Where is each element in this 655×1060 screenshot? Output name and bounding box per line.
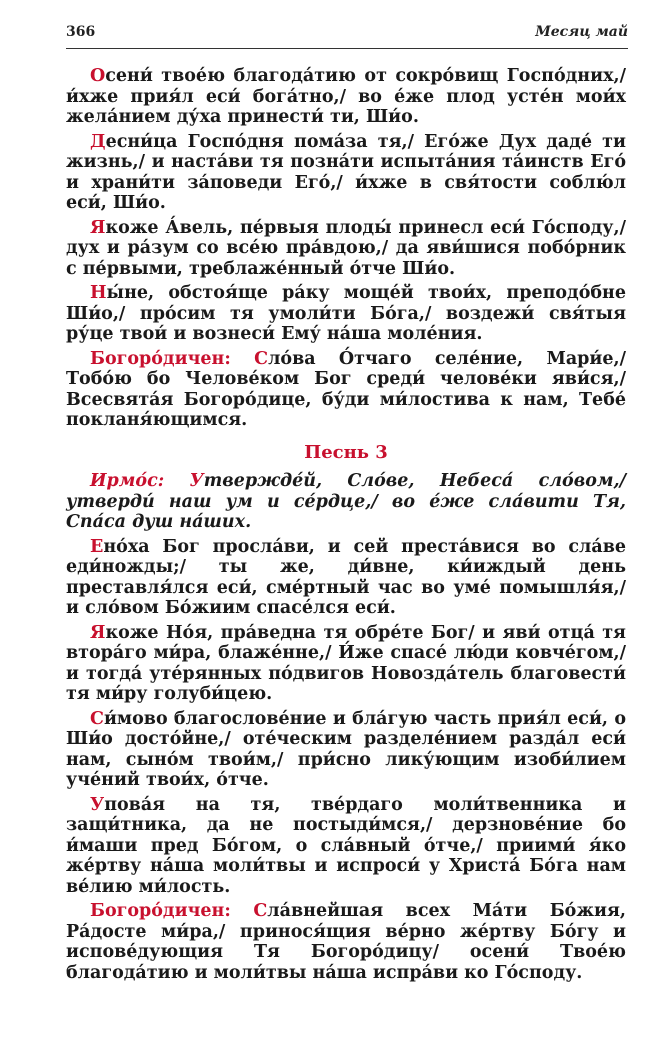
troparion-3 xyxy=(66,218,626,280)
troparion-2 xyxy=(66,132,626,214)
initial-letter: С xyxy=(253,901,268,921)
troparion-5 xyxy=(66,537,626,619)
theotokion-label: Богоро́дичен: xyxy=(90,348,231,369)
initial-letter: С xyxy=(90,708,104,729)
troparion-text: пова́я на тя, тве́рдаго моли́твенника и защи́тника, да не постыди́мся,/ дерзнове́ние бо и́маши пред Бо́гом, о сла́вный о́тче,/ приими́ я́ко же́ртву на́ша моли́твы и испроси́ у Христа́ Бо́га нам ве́лию ми́лость. xyxy=(66,794,626,897)
initial-letter: О xyxy=(90,66,106,86)
page-header xyxy=(66,22,628,44)
theotokion-1 xyxy=(66,349,626,431)
troparion-text: коже А́вель, пе́рвыя плоды́ принесл еси́ Го́споду,/ дух и ра́зум со все́ю пра́вдою,/ да яви́шися побо́рник с пе́рвыми, треблаже́нный о́тче Ши́о. xyxy=(66,217,626,279)
troparion-text: есни́ца Госпо́дня пома́за тя,/ Его́же Дух даде́ ти жизнь,/ и наста́ви тя позна́ти испыта́ния та́инств Его́ и храни́ти за́поведи Его́,/ и́хже в свя́тости соблю́л еси́, Ши́о. xyxy=(66,131,626,213)
initial-letter: Я xyxy=(90,217,106,238)
initial-letter: Н xyxy=(90,283,107,303)
ode-title: Песнь 3 xyxy=(304,441,388,463)
troparion-8 xyxy=(66,795,626,898)
troparion-1 xyxy=(66,66,626,128)
page-body xyxy=(66,66,626,987)
header-rule xyxy=(66,48,628,49)
troparion-text: сени́ твое́ю благода́тию от сокро́вищ Госпо́дних,/ и́хже прия́л еси́ бога́тно,/ во е́же плод усте́н мои́х жела́нием ду́ха принести́ ти, Ши́о. xyxy=(66,66,626,127)
running-head: Месяц май xyxy=(535,24,628,40)
troparion-text: и́мово благослове́ние и бла́гую часть прия́л еси́, о Ши́о досто́йне,/ оте́ческим разделе́нием разда́л еси́ нам, сыно́м твои́м,/ при́сно лику́ющим изоби́лием уче́ний твои́х, о́тче. xyxy=(66,708,626,790)
irmos-text: твержде́й, Сло́ве, Небеса́ сло́вом,/ утверди́ наш ум и се́рдце,/ во е́же сла́вити Тя, Спа́са душ на́ших. xyxy=(66,471,626,532)
theotokion-text: ла́внейшая всех Ма́ти Бо́жия, Ра́досте ми́ра,/ принося́щия ве́рно же́ртву Бо́гу и испове́дующия Тя Богоро́дицу/ осени́ Твое́ю благода́тию и моли́твы на́ша испра́ви ко Го́споду. xyxy=(66,901,627,983)
initial-letter: Е xyxy=(90,536,104,557)
initial-letter: У xyxy=(90,794,105,815)
theotokion-2 xyxy=(66,901,626,983)
troparion-4 xyxy=(66,283,626,345)
troparion-6 xyxy=(66,623,626,705)
theotokion-text: ло́ва О́тчаго селе́ние, Мари́е,/ Тобо́ю бо Челове́ком Бог среди́ челове́ки яви́ся,/ Всесвята́я Богоро́дице, бу́ди ми́лостива к нам, Тебе́ покланя́ющимся. xyxy=(66,348,626,430)
page-number: 366 xyxy=(66,24,96,40)
initial-letter: Я xyxy=(90,622,106,643)
irmos xyxy=(66,471,626,533)
irmos-label: Ирмо́с: xyxy=(90,471,165,491)
initial-letter: Д xyxy=(90,131,106,152)
theotokion-label: Богоро́дичен: xyxy=(90,901,231,921)
troparion-text: коже Но́я, пра́ведна тя обре́те Бог/ и яви́ отца́ тя втора́го ми́ра, блаже́нне,/ И́же спасе́ лю́ди ковче́гом,/ и тогда́ уте́рянных по́двигов Новозда́тель благовести́ тя ми́ру голуби́цею. xyxy=(66,622,626,704)
troparion-text: но́ха Бог просла́ви, и сей преста́вися во сла́ве еди́ножды;/ ты же, ди́вне, ки́иждый день преставля́лся еси́, сме́ртный час во уме́ помышля́я,/ и сло́вом Бо́жиим спасе́лся еси́. xyxy=(66,536,626,618)
troparion-7 xyxy=(66,709,626,791)
troparion-text: ы́не, обстоя́ще ра́ку моще́й твои́х, преподо́бне Ши́о,/ про́сим тя умоли́ти Бо́га,/ воздежи́ свя́тыя ру́це твои́ и вознеси́ Ему́ на́ша моле́ния. xyxy=(66,283,626,344)
initial-letter: С xyxy=(254,348,269,369)
initial-letter: У xyxy=(189,471,204,491)
